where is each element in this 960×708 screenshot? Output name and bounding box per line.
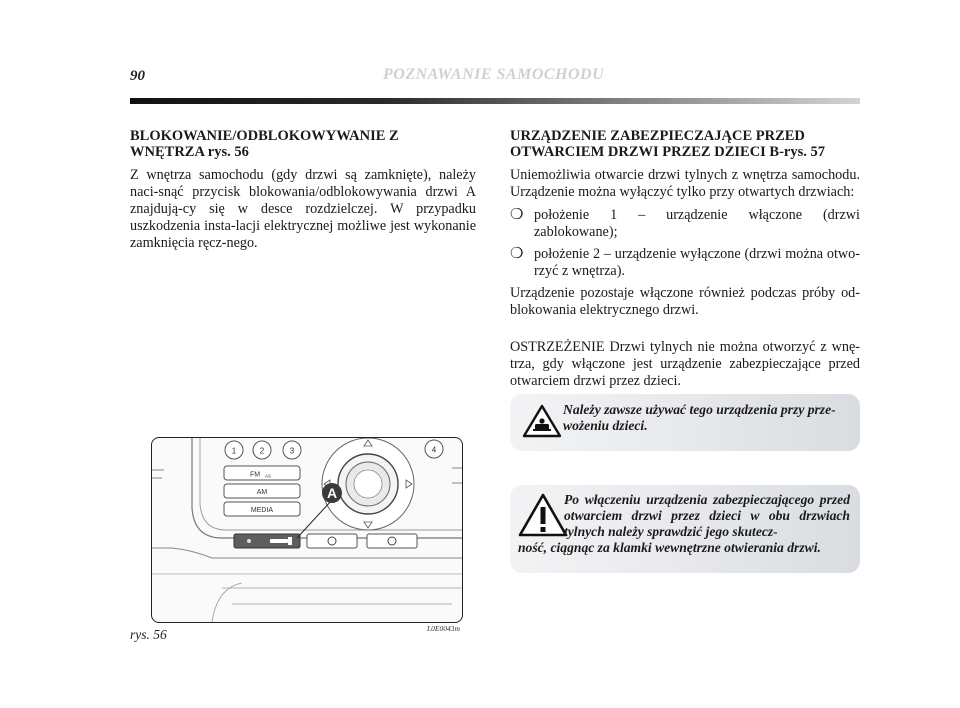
warning-text: Należy zawsze używać tego urządzenia przy prze-wożeniu dzieci.: [563, 402, 836, 433]
preset-button-4-label: 4: [431, 445, 437, 455]
preset-button-3-label: 3: [289, 446, 295, 456]
locking-body: Z wnętrza samochodu (gdy drzwi są zamknięte), należy naci-snąć przycisk blokowania/odblokowywania drzwi A znajdują-cy się w desce rozdzielczej. W przypadku uszkodzenia insta-lacji elektrycznej możliwe jest wykonanie zamknięcia ręcz-nego.: [130, 167, 476, 251]
dashboard-illustration: [152, 438, 462, 622]
header-rule: [130, 98, 860, 104]
fm-button-label: FM: [249, 471, 261, 479]
figure-code: L0E0043m: [427, 624, 460, 633]
list-item-text: położenie 1 – urządzenie włączone (drzwi zablokowane);: [534, 207, 860, 240]
list-item: [510, 246, 860, 280]
page-number: 90: [130, 68, 145, 84]
am-button-label: AM: [256, 489, 268, 496]
preset-button-2-label: 2: [259, 446, 265, 456]
media-button-label: MEDIA: [250, 507, 274, 514]
right-column: [510, 128, 860, 396]
child-seat-warning-icon: [522, 404, 562, 438]
warning-text-continued: ność, ciągnąc za klamki wewnętrzne otwierania drzwi.: [518, 540, 821, 555]
warning-text: Po włączeniu urządzenia zabezpieczającego przed otwarciem drzwi przez dzieci w obu drzwiach tylnych należy sprawdzić jego skutecz-: [564, 492, 850, 539]
child-lock-note: Urządzenie pozostaje włączone również podczas próby od-blokowania elektrycznego drzwi.: [510, 285, 860, 318]
running-header-title: POZNAWANIE SAMOCHODU: [383, 66, 605, 83]
warning-box-children: [510, 394, 860, 451]
preset-button-1-label: 1: [231, 446, 237, 456]
bullet-circle-icon: ❍: [510, 246, 524, 262]
callout-label-a: A: [326, 485, 338, 501]
caution-paragraph: OSTRZEŻENIE Drzwi tylnych nie można otworzyć z wnę-trza, gdy włączone jest urządzenie zabezpieczające przed otwarciem drzwi przez dzieci.: [510, 339, 860, 389]
bullet-circle-icon: ❍: [510, 207, 524, 223]
list-item: [510, 207, 860, 241]
section-title-child-lock: URZĄDZENIE ZABEZPIECZAJĄCE PRZED OTWARCIEM DRZWI PRZEZ DZIECI B-rys. 57: [510, 128, 826, 160]
child-lock-intro: Uniemożliwia otwarcie drzwi tylnych z wnętrza samochodu. Urządzenie można wyłączyć tylko przy otwartych drzwiach:: [510, 167, 860, 200]
as-button-label: AS: [264, 473, 272, 479]
list-item-text: położenie 2 – urządzenie wyłączone (drzwi można otwo-rzyć z wnętrza).: [534, 246, 860, 279]
warning-box-check: [510, 485, 860, 573]
figure-caption: rys. 56: [130, 627, 167, 642]
dashboard-figure: [151, 437, 463, 623]
left-column: [130, 128, 476, 258]
section-title-locking: BLOKOWANIE/ODBLOKOWYWANIE Z WNĘTRZA rys. 56: [130, 128, 399, 160]
exclamation-warning-icon: [518, 493, 568, 537]
